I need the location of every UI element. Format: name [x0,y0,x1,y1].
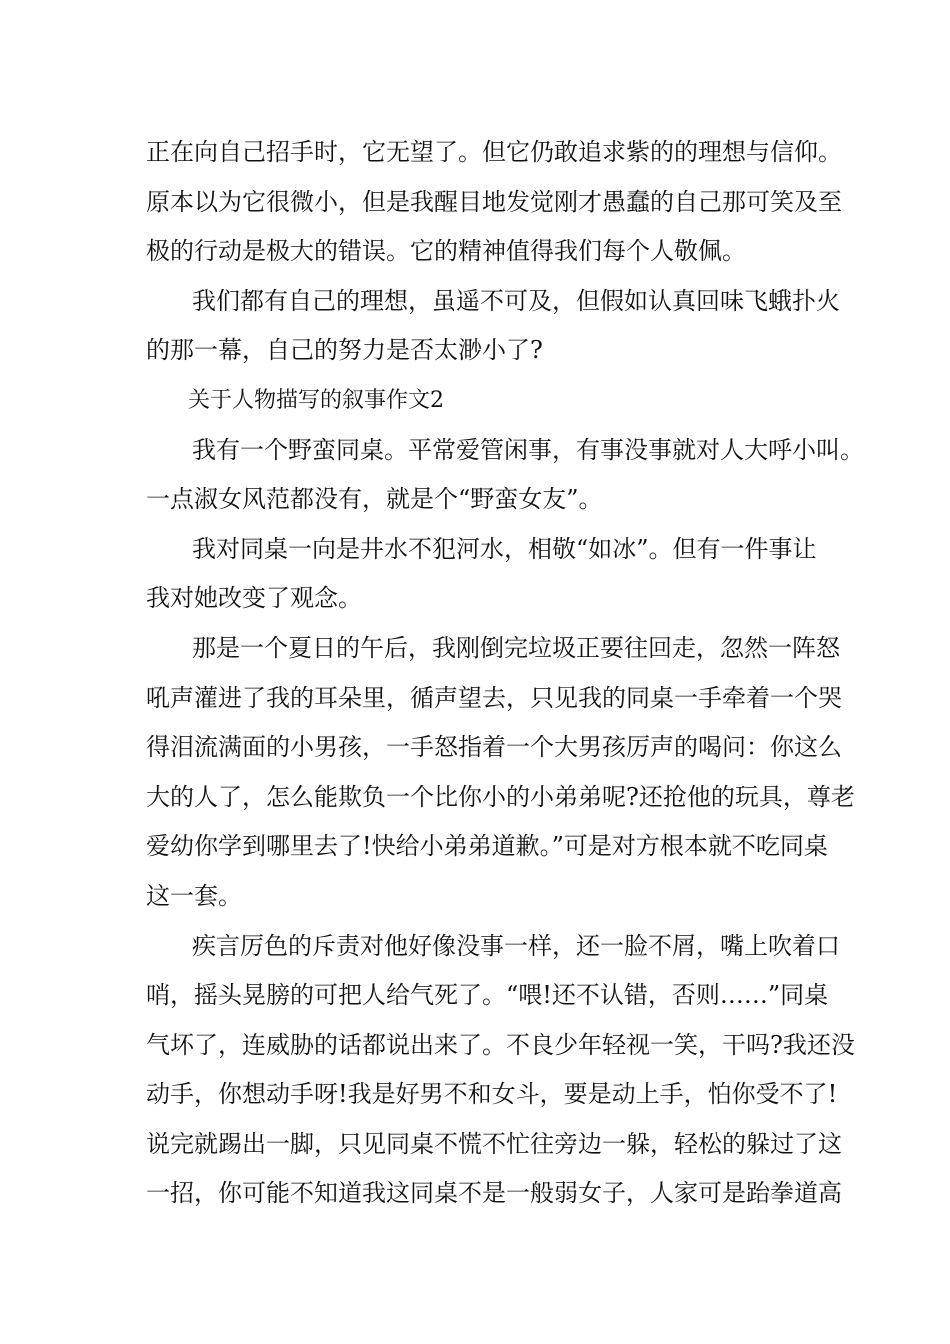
text-line: 这一套。 [146,881,242,910]
text-line: 原本以为它很微小，但是我醒目地发觉刚才愚蠢的自己那可笑及至 [146,187,842,216]
paragraph-first-line: 疾言厉色的斥责对他好像没事一样，还一脸不屑，嘴上吹着口 [192,931,840,960]
text-line: 的那一幕，自己的努力是否太渺小了? [146,336,543,365]
text-line: 爱幼你学到哪里去了!快给小弟弟道歉。”可是对方根本就不吃同桌 [146,832,828,861]
text-line: 正在向自己招手时，它无望了。但它仍敢追求紫的的理想与信仰。 [146,138,842,166]
text-line: 大的人了，怎么能欺负一个比你小的小弟弟呢?还抢他的玩具，尊老 [146,782,855,811]
text-line: 哨，摇头晃膀的可把人给气死了。“喂!还不认错，否则……”同桌 [146,981,829,1010]
paragraph-first-line: 那是一个夏日的午后，我刚倒完垃圾正要往回走，忽然一阵怒 [192,633,840,662]
paragraph-first-line: 我们都有自己的理想，虽遥不可及，但假如认真回味飞蛾扑火 [192,286,840,315]
text-line: 说完就踢出一脚，只见同桌不慌不忙往旁边一躲，轻松的躲过了这 [146,1129,842,1158]
text-line: 我对她改变了观念。 [146,584,362,613]
paragraph-first-line: 我对同桌一向是井水不犯河水，相敬“如冰”。但有一件事让 [192,534,817,563]
text-line: 一点淑女风范都没有，就是个“野蛮女友”。 [146,485,603,514]
section-heading: 关于人物描写的叙事作文2 [188,387,444,413]
text-line: 气坏了，连威胁的话都说出来了。不良少年轻视一笑，干吗?我还没 [146,1030,855,1059]
text-line: 动手，你想动手呀!我是好男不和女斗，要是动上手，怕你受不了! [146,1080,838,1109]
text-line: 极的行动是极大的错误。它的精神值得我们每个人敬佩。 [146,237,746,266]
text-line: 得泪流满面的小男孩，一手怒指着一个大男孩厉声的喝问：你这么 [146,733,842,762]
text-line: 吼声灌进了我的耳朵里，循声望去，只见我的同桌一手牵着一个哭 [146,683,842,712]
document-body [146,128,864,1219]
paragraph-first-line: 我有一个野蛮同桌。平常爱管闲事，有事没事就对人大呼小叫。 [192,435,864,464]
text-line: 一招，你可能不知道我这同桌不是一般弱女子，人家可是跆拳道高 [146,1179,842,1208]
